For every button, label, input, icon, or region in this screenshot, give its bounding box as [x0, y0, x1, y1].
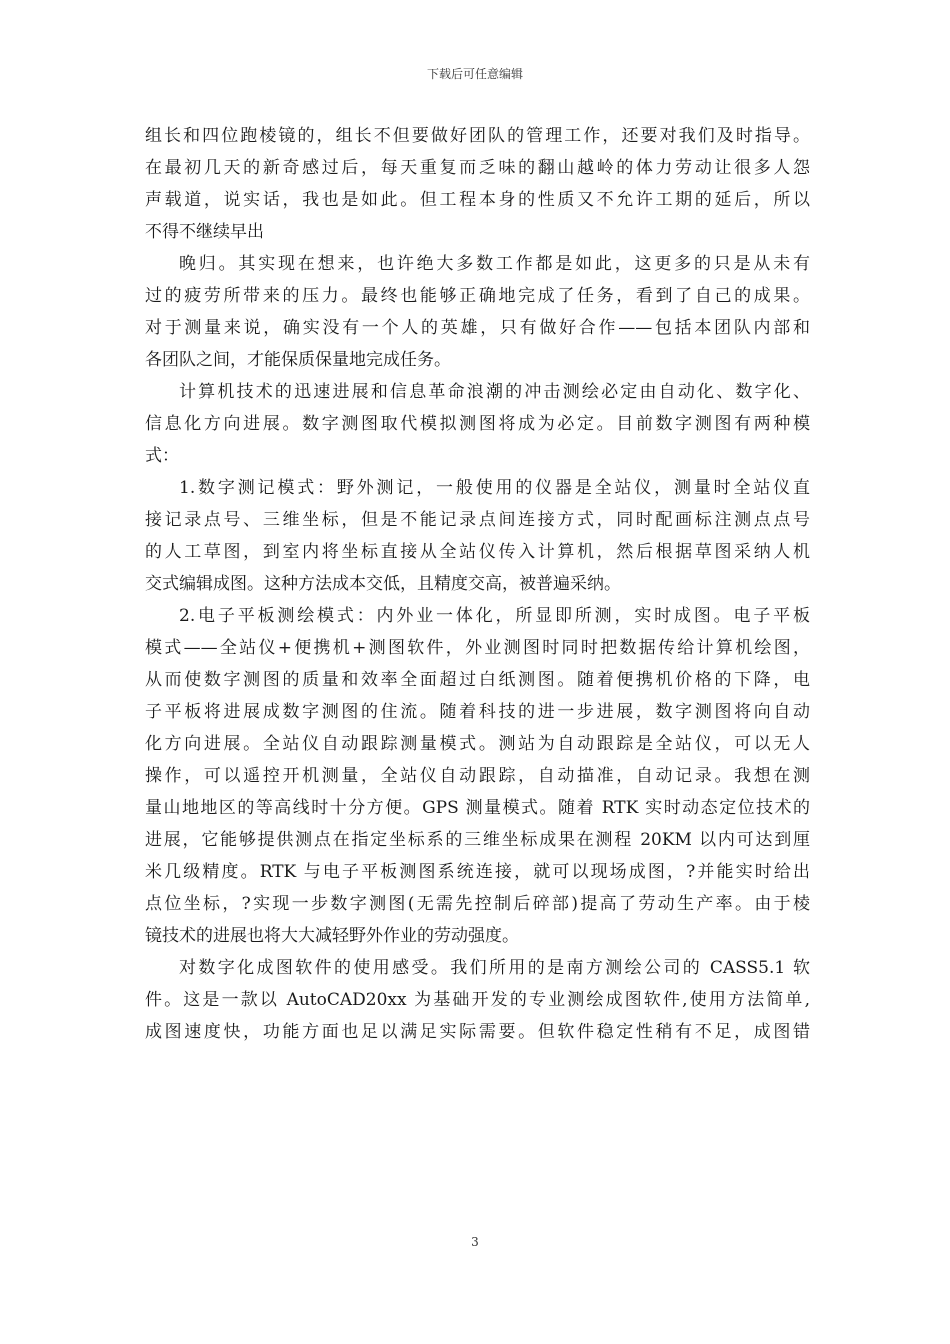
text-line: 交式编辑成图。这种方法成本交低，且精度交高，被普遍采纳。: [145, 574, 621, 594]
text-line: 不得不继续早出: [145, 222, 264, 242]
page-header: 下载后可任意编辑: [426, 67, 523, 81]
text-line: 接记录点号、三维坐标，但是不能记录点间连接方式，同时配画标注测点点号: [145, 510, 810, 530]
paragraph: [145, 952, 810, 1048]
text-line: 从而使数字测图的质量和效率全面超过白纸测图。随着便携机价格的下降，电: [145, 670, 810, 690]
text-line: 2.电子平板测绘模式：内外业一体化，所显即所测，实时成图。电子平板: [179, 606, 810, 626]
paragraph: [145, 120, 810, 248]
text-line: 化方向进展。全站仪自动跟踪测量模式。测站为自动跟踪是全站仪，可以无人: [145, 734, 810, 754]
text-line: 1.数字测记模式：野外测记，一般使用的仪器是全站仪，测量时全站仪直: [179, 478, 810, 498]
text-line: 子平板将进展成数字测图的住流。随着科技的进一步进展，数字测图将向自动: [145, 702, 810, 722]
text-line: 信息化方向进展。数字测图取代模拟测图将成为必定。目前数字测图有两种模: [145, 414, 810, 434]
page-number: 3: [471, 1235, 479, 1249]
text-line: 进展，它能够提供测点在指定坐标系的三维坐标成果在测程 20KM 以内可达到厘: [145, 830, 810, 850]
text-line: 操作，可以遥控开机测量，全站仪自动跟踪，自动描准，自动记录。我想在测: [145, 766, 810, 786]
text-line: 点位坐标，?实现一步数字测图(无需先控制后碎部)提高了劳动生产率。由于棱: [145, 894, 810, 914]
paragraph: [145, 472, 810, 600]
text-line: 各团队之间，才能保质保量地完成任务。: [145, 350, 451, 370]
text-line: 过的疲劳所带来的压力。最终也能够正确地完成了任务，看到了自己的成果。: [145, 286, 810, 306]
text-line: 镜技术的进展也将大大减轻野外作业的劳动强度。: [145, 926, 519, 946]
text-line: 计算机技术的迅速进展和信息革命浪潮的冲击测绘必定由自动化、数字化、: [179, 382, 810, 402]
document-body: [145, 120, 810, 1048]
text-line: 成图速度快，功能方面也足以满足实际需要。但软件稳定性稍有不足，成图错: [145, 1022, 810, 1042]
text-line: 米几级精度。RTK 与电子平板测图系统连接，就可以现场成图，?并能实时给出: [145, 862, 810, 882]
text-line: 对于测量来说，确实没有一个人的英雄，只有做好合作——包括本团队内部和: [145, 318, 810, 338]
text-line: 声载道，说实话，我也是如此。但工程本身的性质又不允许工期的延后，所以: [145, 190, 810, 210]
paragraph: [145, 248, 810, 376]
text-line: 的人工草图，到室内将坐标直接从全站仪传入计算机，然后根据草图采纳人机: [145, 542, 810, 562]
text-line: 模式——全站仪+便携机+测图软件，外业测图时同时把数据传给计算机绘图，: [145, 638, 810, 658]
text-line: 量山地地区的等高线时十分方便。GPS 测量模式。随着 RTK 实时动态定位技术的: [145, 798, 810, 818]
text-line: 组长和四位跑棱镜的，组长不但要做好团队的管理工作，还要对我们及时指导。: [145, 126, 810, 146]
paragraph: [145, 376, 810, 472]
text-line: 晚归。其实现在想来，也许绝大多数工作都是如此，这更多的只是从未有: [179, 254, 810, 274]
text-line: 件。这是一款以 AutoCAD20xx 为基础开发的专业测绘成图软件,使用方法简单,: [145, 990, 810, 1010]
text-line: 在最初几天的新奇感过后，每天重复而乏味的翻山越岭的体力劳动让很多人怨: [145, 158, 810, 178]
text-line: 对数字化成图软件的使用感受。我们所用的是南方测绘公司的 CASS5.1 软: [179, 958, 810, 978]
text-line: 式：: [145, 446, 179, 466]
paragraph: [145, 600, 810, 952]
